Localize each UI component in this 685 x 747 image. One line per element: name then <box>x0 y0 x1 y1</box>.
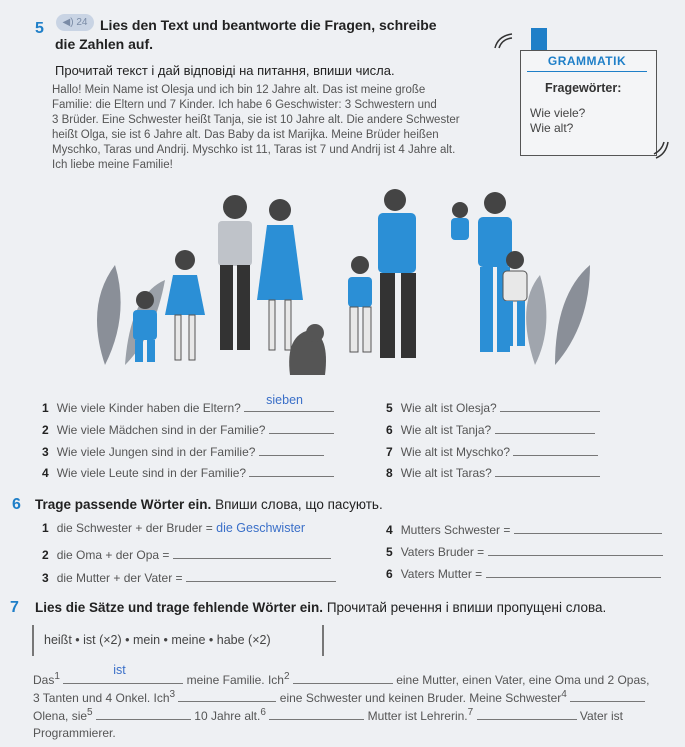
sentence-text: 3 Tanten und 4 Onkel. Ich <box>33 691 170 705</box>
sentence-text: meine Familie. Ich <box>186 673 284 687</box>
question-number: 2 <box>42 423 49 437</box>
gap-number: 6 <box>260 707 266 718</box>
exercise-7-title <box>35 600 606 615</box>
answer-field[interactable] <box>486 565 661 578</box>
item-number: 2 <box>42 548 49 562</box>
question-row <box>386 443 598 459</box>
handwritten-answer: die Geschwister <box>216 521 306 535</box>
question-text: Wie alt ist Tanja? <box>400 423 492 437</box>
answer-field[interactable] <box>495 421 595 434</box>
item-number: 3 <box>42 571 49 585</box>
question-text: Wie viele Mädchen sind in der Familie? <box>56 423 266 437</box>
question-text: Wie alt ist Olesja? <box>400 401 497 415</box>
exercise-7-line1 <box>33 663 650 687</box>
gap-field[interactable] <box>293 671 393 684</box>
answer-field[interactable] <box>249 464 334 477</box>
question-row <box>386 464 600 480</box>
question-number: 3 <box>42 445 49 459</box>
handwritten-answer: ist <box>113 663 126 677</box>
question-text: Wie alt ist Myschko? <box>400 445 511 459</box>
item-number: 6 <box>386 567 393 581</box>
exercise-5-title-line1: Lies den Text und beantworte die Fragen, schreibe <box>100 17 437 33</box>
sentence-text: Olena, sie <box>33 709 88 723</box>
sentence-text: Das <box>33 673 55 687</box>
exercise-7-title-de: Lies die Sätze und trage fehlende Wörter ein. <box>35 600 324 615</box>
exercise-6-row <box>386 521 662 537</box>
question-text: Wie viele Kinder haben die Eltern? <box>56 401 241 415</box>
exercise-7-line2 <box>33 689 645 705</box>
answer-field[interactable] <box>514 521 662 534</box>
handwritten-answer: sieben <box>266 393 303 407</box>
audio-track-badge[interactable] <box>56 14 94 31</box>
item-number: 1 <box>42 521 49 535</box>
answer-field[interactable] <box>513 443 598 456</box>
answer-field[interactable] <box>488 543 663 556</box>
gap-number: 4 <box>561 689 567 700</box>
grammatik-heading: Fragewörter: <box>545 81 622 95</box>
item-text: Vaters Bruder = <box>400 545 485 559</box>
exercise-6-row <box>42 521 305 535</box>
exercise-6-row <box>42 569 336 585</box>
question-number: 6 <box>386 423 393 437</box>
grammatik-item: Wie viele? <box>530 106 586 120</box>
reading-text-line: Familie: die Eltern und 7 Kinder. Ich habe 6 Geschwister: 3 Schwestern und <box>52 99 437 111</box>
question-text: Wie alt ist Taras? <box>400 466 492 480</box>
exercise-5-title-line2: die Zahlen auf. <box>55 36 154 52</box>
exercise-5-number: 5 <box>35 20 44 37</box>
gap-number: 5 <box>87 707 93 718</box>
question-number: 7 <box>386 445 393 459</box>
question-number: 4 <box>42 466 49 480</box>
exercise-6-row <box>386 565 661 581</box>
question-row <box>386 421 595 437</box>
question-number: 8 <box>386 466 393 480</box>
answer-field[interactable] <box>495 464 600 477</box>
reading-text-line: heißt Olga, sie ist 6 Jahre alt. Das Baby da ist Marijka. Meine Brüder heißen <box>52 129 439 141</box>
sentence-text: 10 Jahre alt. <box>194 709 261 723</box>
answer-field[interactable] <box>259 443 324 456</box>
exercise-6-row <box>386 543 663 559</box>
item-text: Mutters Schwester = <box>400 523 511 537</box>
exercise-6-number: 6 <box>12 496 21 513</box>
gap-field[interactable] <box>178 689 276 702</box>
sentence-text: Mutter ist Lehrerin. <box>367 709 468 723</box>
gap-field[interactable] <box>477 707 577 720</box>
gap-number: 1 <box>54 671 60 682</box>
item-text: die Oma + der Opa = <box>56 548 170 562</box>
question-row <box>386 399 600 415</box>
item-number: 4 <box>386 523 393 537</box>
exercise-6-row <box>42 546 331 562</box>
reading-text <box>52 83 492 173</box>
answer-field[interactable] <box>186 569 336 582</box>
question-row <box>42 393 334 415</box>
item-text: die Schwester + der Bruder = <box>56 521 213 535</box>
question-text: Wie viele Leute sind in der Familie? <box>56 466 247 480</box>
grammatik-item: Wie alt? <box>530 121 574 135</box>
sentence-text: eine Mutter, einen Vater, eine Oma und 2 Opas, <box>396 673 650 687</box>
item-text: die Mutter + der Vater = <box>56 571 183 585</box>
exercise-6-title-uk: Впиши слова, що пасують. <box>215 497 383 512</box>
question-number: 5 <box>386 401 393 415</box>
exercise-6-title-de: Trage passende Wörter ein. <box>35 497 212 512</box>
answer-field[interactable] <box>244 393 334 412</box>
exercise-6-title <box>35 497 383 512</box>
exercise-7-number: 7 <box>10 599 19 616</box>
word-bank: heißt • ist (×2) • mein • meine • habe (×2) <box>32 625 324 656</box>
grammatik-tab: GRAMMATIK <box>527 51 647 72</box>
sentence-text: eine Schwester und keinen Bruder. Meine Schwester <box>279 691 562 705</box>
sentence-text: Vater ist <box>579 709 623 723</box>
gap-number: 2 <box>283 671 290 682</box>
exercise-7-title-uk: Прочитай речення і впиши пропущені слова. <box>326 600 607 615</box>
question-row <box>42 421 334 437</box>
answer-field[interactable] <box>500 399 600 412</box>
reading-text-line: Ich liebe meine Familie! <box>52 159 173 171</box>
answer-field[interactable] <box>269 421 334 434</box>
reading-text-line: 3 Brüder. Eine Schwester heißt Tanja, sie ist 10 Jahre alt. Die andere Schwester <box>52 114 460 126</box>
family-illustration <box>85 185 605 380</box>
gap-field[interactable] <box>63 663 183 684</box>
question-text: Wie viele Jungen sind in der Familie? <box>56 445 256 459</box>
speaker-icon: ◀) <box>62 17 74 28</box>
item-number: 5 <box>386 545 393 559</box>
question-number: 1 <box>42 401 49 415</box>
exercise-7-line4: Programmierer. <box>33 726 116 740</box>
bracket-decoration-icon <box>490 30 520 52</box>
answer-field[interactable] <box>173 546 331 559</box>
item-text: Vaters Mutter = <box>400 567 483 581</box>
bracket-decoration-icon <box>652 140 672 162</box>
exercise-5-instruction-uk: Прочитай текст і дай відповіді на питання, впиши числа. <box>55 63 395 78</box>
question-row <box>42 464 334 480</box>
question-row <box>42 443 324 459</box>
gap-field[interactable] <box>269 707 364 720</box>
bookmark-icon <box>531 28 547 52</box>
gap-field[interactable] <box>96 707 191 720</box>
reading-text-line: Myschko, Taras und Andrij. Myschko ist 11, Taras ist 7 und Andrij ist 4 Jahre alt. <box>52 144 456 156</box>
exercise-7-line3 <box>33 707 623 723</box>
audio-track-number: 24 <box>76 17 88 28</box>
gap-number: 3 <box>169 689 176 700</box>
reading-text-line: Hallo! Mein Name ist Olesja und ich bin 12 Jahre alt. Das ist meine große <box>52 84 426 96</box>
gap-number: 7 <box>467 707 474 718</box>
gap-field[interactable] <box>570 689 645 702</box>
